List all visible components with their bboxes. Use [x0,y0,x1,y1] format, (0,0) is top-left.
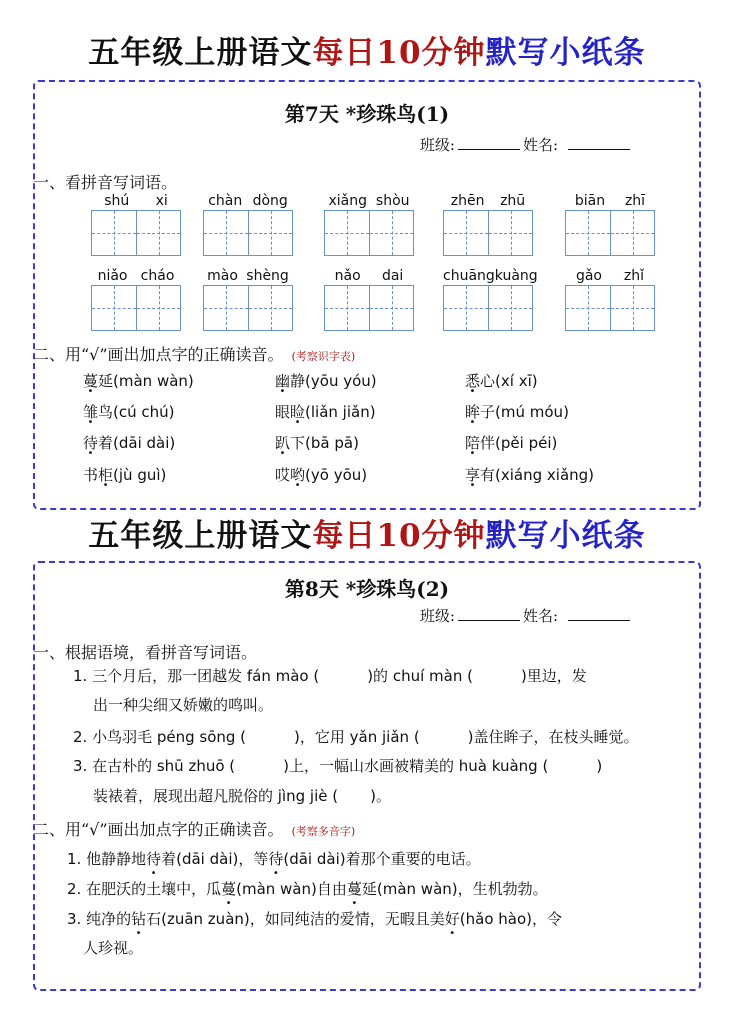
fill-sentence-2: 2. 小鸟羽毛 péng sōng ( )，它用 yǎn jiǎn ( )盖住眸子，在枝头睡觉。 [73,728,639,746]
pronunciation-sentence-1[interactable]: 1. 他静静地待着(dāi dài)，等待(dāi dài)着那个重要的电话。 [67,850,481,868]
question-2-heading: 二、用“√”画出加点字的正确读音。 (考察识字表) [33,345,356,364]
pinyin-word-box[interactable]: mào shèng [203,267,293,331]
question-1-heading: 一、根据语境，看拼音写词语。 [33,643,258,662]
pinyin-word-box[interactable]: chuāng kuàng [443,267,533,331]
question-2-heading: 二、用“√”画出加点字的正确读音。 (考察多音字) [33,820,356,839]
day-title: 第7天 *珍珠鸟(1) [284,102,450,126]
name-input[interactable] [568,135,630,150]
name-input[interactable] [568,606,630,621]
name-label: 姓名: [522,607,558,625]
fill-sentence-3-cont: 装裱着，展现出超凡脱俗的 jìng jiè ( )。 [93,787,391,805]
class-label: 班级: [419,607,455,625]
banner-part-dictation: 默写小纸条 [485,35,646,71]
pronunciation-sentence-2[interactable]: 2. 在肥沃的土壤中，瓜蔓(màn wàn)自由蔓延(màn wàn)，生机勃勃。 [67,880,548,898]
pronunciation-item[interactable]: 幽静(yōu yóu) [275,372,377,390]
pronunciation-item[interactable]: 眸子(mú móu) [465,403,569,421]
pronunciation-item[interactable]: 书柜(jù guì) [83,466,167,484]
question-1-heading: 一、看拼音写词语。 [33,173,178,192]
class-input[interactable] [458,135,520,150]
pronunciation-item[interactable]: 哎哟(yō yōu) [275,466,368,484]
banner-title-2: 五年级上册语文每日10分钟默写小纸条 [88,518,646,554]
pronunciation-sentence-3-cont: 人珍视。 [83,939,144,957]
pronunciation-item[interactable]: 悉心(xí xī) [465,372,538,390]
banner-part-daily: 每日10分钟 [312,35,486,71]
class-label: 班级: [419,136,455,154]
pinyin-word-box[interactable]: nǎo dai [324,267,414,331]
pronunciation-item[interactable]: 陪伴(pěi péi) [465,434,558,452]
pronunciation-sentence-3[interactable]: 3. 纯净的钻石(zuān zuàn)，如同纯洁的爱情，无暇且美好(hǎo hào)，令 [67,910,562,928]
fill-sentence-3: 3. 在古朴的 shū zhuō ( )上，一幅山水画被精美的 huà kuàng ( ) [73,757,603,775]
name-label: 姓名: [522,136,558,154]
pinyin-word-box[interactable]: xiǎng shòu [324,192,414,256]
pronunciation-item[interactable]: 眼睑(liǎn jiǎn) [275,403,376,421]
pinyin-word-box[interactable]: niǎo cháo [91,267,181,331]
pronunciation-item[interactable]: 享有(xiáng xiǎng) [465,466,595,484]
pinyin-word-box[interactable]: biān zhī [565,192,655,256]
student-info [420,605,633,626]
pronunciation-item[interactable]: 待着(dāi dài) [83,434,176,452]
pronunciation-item[interactable]: 蔓延(màn wàn) [83,372,194,390]
banner-title-1 [0,33,734,73]
pinyin-word-box[interactable]: zhēn zhū [443,192,533,256]
question-note: (考察识字表) [291,350,356,363]
banner-part-grade: 五年级上册语文 [88,35,313,71]
question-note: (考察多音字) [291,825,356,838]
worksheet-card-day7 [33,80,701,510]
pinyin-word-box[interactable]: gǎo zhǐ [565,267,655,331]
fill-sentence-1-cont: 出一种尖细又娇嫩的鸣叫。 [93,696,274,714]
student-info [420,134,633,155]
day-title: 第8天 *珍珠鸟(2) [284,577,450,601]
pinyin-word-box[interactable]: shú xi [91,192,181,256]
worksheet-card-day8 [33,561,701,991]
pronunciation-item[interactable]: 雏鸟(cú chú) [83,403,175,421]
pinyin-word-box[interactable]: chàn dòng [203,192,293,256]
fill-sentence-1: 1. 三个月后，那一团越发 fán mào ( )的 chuí màn ( )里边，发 [73,667,587,685]
pronunciation-item[interactable]: 趴下(bā pā) [275,434,359,452]
class-input[interactable] [458,606,520,621]
